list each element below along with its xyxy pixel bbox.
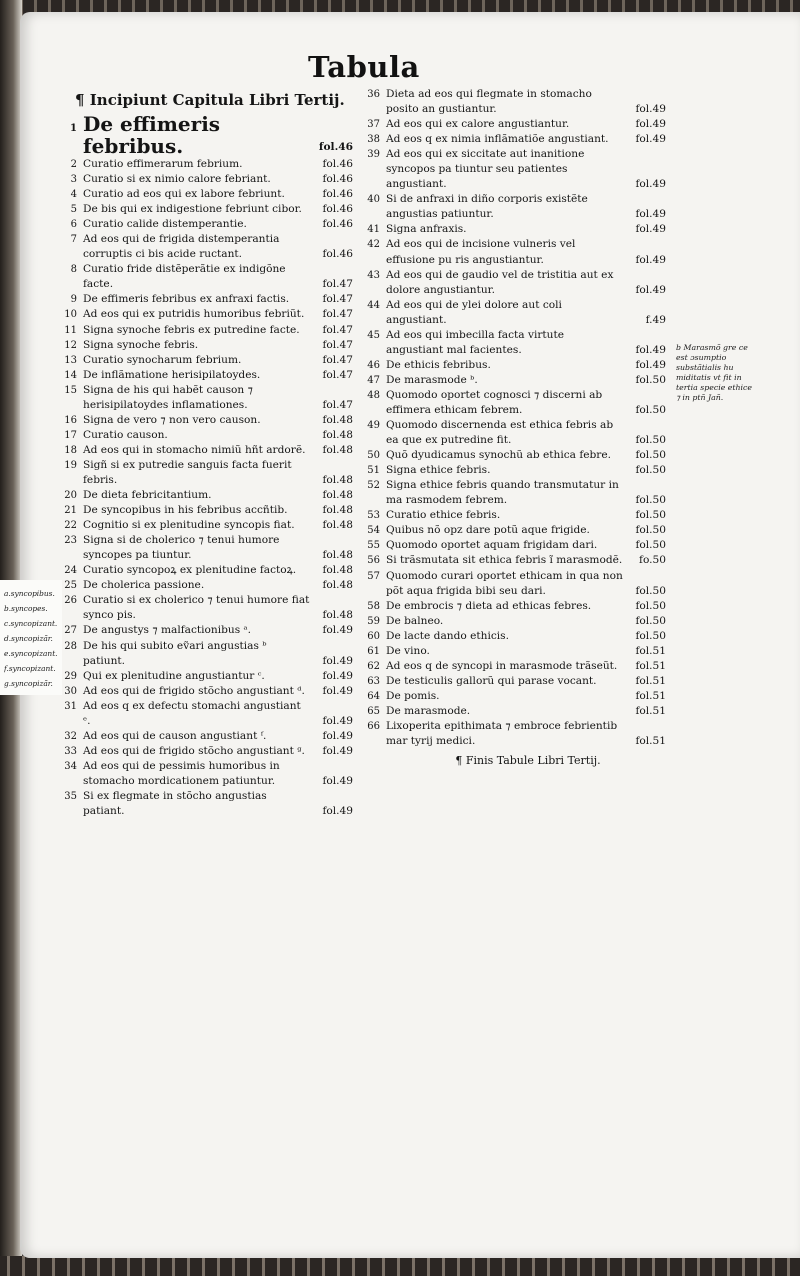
chapter-entry [55, 593, 355, 623]
folio-reference: fol.49 [635, 283, 666, 296]
folio-reference: fol.51 [635, 689, 666, 702]
folio-reference: fol.51 [635, 704, 666, 717]
chapter-entry [55, 217, 355, 232]
folio-reference: fol.46 [322, 188, 353, 201]
chapter-title: De marasmode. [386, 704, 471, 717]
chapter-number: 16 [64, 414, 77, 426]
folio-reference: fol.48 [322, 519, 353, 532]
chapter-entry [358, 448, 668, 463]
chapter-number: 56 [367, 555, 380, 567]
chapter-number: 18 [64, 444, 77, 456]
chapter-entry [358, 418, 668, 448]
chapter-entry [55, 488, 355, 503]
finis-line: ¶ Finis Tabule Libri Tertij. [455, 754, 601, 768]
chapter-number: 21 [64, 505, 77, 517]
left-gloss-note: f.syncopizant. [4, 664, 56, 673]
chapter-title: Ad eos qui imbecilla facta virtute angustiant mal facientes. [386, 328, 565, 356]
chapter-number: 7 [70, 234, 77, 246]
folio-reference: fol.48 [322, 504, 353, 517]
chapter-number: 1 [70, 123, 77, 134]
chapter-entry [55, 669, 355, 684]
folio-reference: fol.49 [322, 624, 353, 637]
folio-reference: fol.51 [635, 644, 666, 657]
chapter-number: 59 [367, 615, 380, 627]
left-gloss-note: b.syncopes. [4, 604, 48, 613]
chapter-entry [358, 569, 668, 599]
folio-reference: fol.48 [322, 443, 353, 456]
chapter-number: 30 [64, 685, 77, 697]
chapter-number: 28 [64, 640, 77, 652]
chapter-title: Quomodo oportet aquam frigidam dari. [386, 539, 598, 552]
chapter-title: Quõ dyudicamus synochũ ab ethica febre. [386, 449, 611, 462]
chapter-entry [358, 644, 668, 659]
chapter-entry [55, 578, 355, 593]
chapter-entry [55, 157, 355, 172]
left-column [55, 87, 355, 819]
chapter-title: De inflãmatione herisipilatoydes. [83, 368, 261, 381]
chapter-entry [358, 523, 668, 538]
chapter-number: 37 [367, 119, 380, 131]
folio-reference: fol.46 [322, 158, 353, 170]
chapter-entry [358, 463, 668, 478]
chapter-entry [55, 563, 355, 578]
chapter-title: Curatio fride distẽperãtie ex indigõne facte. [83, 263, 286, 291]
chapter-entry [55, 338, 355, 353]
chapter-number: 6 [70, 219, 77, 231]
chapter-number: 66 [367, 720, 380, 732]
folio-reference: fol.51 [635, 735, 666, 748]
chapter-entry [358, 704, 668, 719]
folio-reference: fol.47 [322, 278, 353, 291]
chapter-title: Si ex flegmate in stõcho angustias patiant. [83, 789, 267, 818]
chapter-entry [55, 187, 355, 202]
chapter-entry [55, 262, 355, 292]
chapter-entry [55, 428, 355, 443]
chapter-number: 22 [64, 520, 77, 532]
chapter-entry [358, 599, 668, 614]
chapter-entry [55, 744, 355, 759]
chapter-number: 14 [64, 369, 77, 381]
chapter-entry [358, 237, 668, 267]
folio-reference: fol.49 [322, 744, 353, 757]
chapter-title: Qui ex plenitudine angustiantur ᶜ. [83, 669, 265, 682]
chapter-number: 57 [367, 570, 380, 582]
chapter-title: De cholerica passione. [83, 579, 205, 592]
folio-reference: fol.50 [635, 614, 666, 627]
chapter-title: De his qui subito eṽari angustias ᵇ patiunt. [83, 639, 267, 667]
folio-reference: fol.49 [322, 654, 353, 667]
chapter-entry [55, 518, 355, 533]
folio-reference: fol.50 [635, 584, 666, 597]
chapter-number: 3 [70, 174, 77, 186]
chapter-number: 54 [367, 525, 380, 537]
folio-reference: fol.47 [322, 353, 353, 366]
folio-reference: fol.50 [635, 403, 666, 416]
folio-reference: fol.48 [322, 413, 353, 426]
chapter-title: Quomodo curari oportet ethicam in qua non põt aqua frigida bibi seu dari. [386, 569, 623, 597]
chapter-title: Ad eos qui de frigida distemperantia corruptis ci bis acide ructant. [83, 233, 280, 261]
chapter-title: Signa si de cholerico ⁊ tenui humore syncopes pa tiuntur. [83, 534, 280, 562]
chapter-title: Ad eos qui de gaudio vel de tristitia aut ex dolore angustiantur. [386, 268, 614, 296]
folio-reference: fol.48 [322, 579, 353, 592]
folio-reference: fo.50 [639, 554, 666, 567]
chapter-number: 12 [64, 339, 77, 351]
folio-reference: fol.49 [635, 358, 666, 371]
chapter-number: 36 [367, 89, 380, 100]
chapter-number: 60 [367, 630, 380, 642]
left-gloss-note: a.syncopibus. [4, 589, 55, 598]
chapter-entry [358, 478, 668, 508]
folio-reference: fol.50 [635, 434, 666, 447]
folio-reference: fol.49 [635, 178, 666, 191]
chapter-number: 5 [70, 204, 77, 216]
chapter-entry [358, 538, 668, 553]
chapter-title: De balneo. [386, 614, 444, 627]
chapter-entry [358, 117, 668, 132]
chapter-number: 31 [64, 700, 77, 712]
left-gloss-note: d.syncopizãr. [4, 634, 53, 643]
chapter-entry [358, 358, 668, 373]
chapter-number: 29 [64, 670, 77, 682]
chapter-title: Si de anfraxi in diño corporis existẽte angustias patiuntur. [386, 193, 588, 221]
chapter-title: De dieta febricitantium. [83, 489, 212, 502]
chapter-entry [55, 443, 355, 458]
chapter-title: Signa de vero ⁊ non vero causon. [83, 413, 261, 426]
chapter-number: 35 [64, 790, 77, 802]
chapter-title: De effimeris febribus. [83, 112, 221, 158]
chapter-entry [55, 353, 355, 368]
folio-reference: fol.49 [635, 208, 666, 221]
folio-reference: fol.47 [322, 323, 353, 336]
folio-reference: fol.46 [322, 218, 353, 231]
folio-reference: fol.46 [322, 248, 353, 261]
chapter-number: 61 [367, 645, 380, 657]
finis-text: Finis Tabule Libri Tertij. [465, 754, 601, 768]
chapter-number: 52 [367, 480, 380, 492]
chapter-title: De marasmode ᵇ. [386, 373, 478, 386]
left-gloss-note: g.syncopizãr. [4, 679, 53, 688]
chapter-number: 65 [367, 705, 380, 717]
chapter-entry [55, 639, 355, 669]
chapter-title: Si trãsmutata sit ethica febris ĩ marasmodẽ. [386, 554, 623, 567]
chapter-entry [55, 307, 355, 322]
chapter-number: 44 [367, 299, 380, 311]
chapter-entry [55, 413, 355, 428]
folio-reference: fol.46 [318, 141, 353, 153]
chapter-title: De embrocis ⁊ dieta ad ethicas febres. [386, 599, 592, 612]
chapter-title: Curatio calide distemperantie. [83, 218, 247, 231]
chapter-entry [358, 373, 668, 388]
chapter-title: Signa synoche febris ex putredine facte. [83, 323, 300, 336]
chapter-title: Dieta ad eos qui flegmate in stomacho posito an gustiantur. [386, 88, 592, 116]
chapter-entry [55, 113, 355, 157]
chapter-entry [358, 268, 668, 298]
chapter-entry [55, 699, 355, 729]
chapter-number: 63 [367, 675, 380, 687]
chapter-number: 62 [367, 660, 380, 672]
chapter-title: Ad eos qui de pessimis humoribus in stomacho mordicationem patiuntur. [83, 759, 280, 787]
folio-reference: fol.49 [322, 714, 353, 727]
folio-reference: fol.49 [322, 729, 353, 742]
chapter-title: Quomodo oportet cognosci ⁊ discerni ab effimera ethicam febrem. [386, 388, 603, 416]
chapter-number: 40 [367, 194, 380, 206]
chapter-number: 32 [64, 730, 77, 742]
chapter-entry [55, 759, 355, 789]
right-margin-gloss: b Marasmõ gre ce est ɔsumptio substãtialis hu miditatis vt fit in tertia specie ethice ⁊ in ptñ Jañ. [676, 343, 753, 402]
folio-reference: fol.49 [322, 669, 353, 682]
right-entry-list [358, 87, 668, 749]
folio-reference: fol.48 [322, 489, 353, 502]
chapter-title: Ad eos qui de frigido stõcho angustiant ᵍ. [83, 744, 305, 757]
chapter-number: 33 [64, 745, 77, 757]
folio-reference: fol.48 [322, 549, 353, 562]
folio-reference: fol.48 [322, 609, 353, 622]
chapter-title: Curatio synocharum febrium. [83, 353, 242, 366]
chapter-title: Ad eos qui de incisione vulneris vel effusione pu ris angustiantur. [386, 238, 576, 266]
chapter-title: Curatio syncopoꝝ ex plenitudine factoꝝ. [83, 564, 297, 577]
chapter-entry [358, 508, 668, 523]
right-column [358, 87, 668, 768]
chapter-number: 51 [367, 465, 380, 477]
chapter-number: 45 [367, 329, 380, 341]
chapter-number: 58 [367, 600, 380, 612]
chapter-number: 4 [70, 189, 77, 201]
chapter-title: Signa de his qui habẽt causon ⁊ herisipilatoydes inflamationes. [83, 383, 253, 411]
chapter-number: 11 [64, 324, 77, 336]
chapter-entry [358, 629, 668, 644]
chapter-number: 38 [367, 134, 380, 146]
folio-reference: fol.47 [322, 398, 353, 411]
chapter-title: Ad eos qui de causon angustiant ᶠ. [83, 729, 267, 742]
chapter-entry [55, 368, 355, 383]
chapter-title: De ethicis febribus. [386, 358, 491, 371]
chapter-title: Ad eos q de syncopi in marasmode trãseũt. [386, 659, 618, 672]
chapter-entry [55, 729, 355, 744]
folio-reference: fol.50 [635, 373, 666, 386]
chapter-entry [55, 503, 355, 518]
chapter-entry [358, 87, 668, 117]
folio-reference: fol.47 [322, 338, 353, 351]
chapter-number: 17 [64, 429, 77, 441]
chapter-entry [55, 458, 355, 488]
folio-reference: fol.47 [322, 293, 353, 306]
chapter-title: Curatio si ex nimio calore febriant. [83, 173, 271, 186]
chapter-number: 42 [367, 239, 380, 251]
chapter-title: Quibus nõ opz dare potũ aque frigide. [386, 524, 590, 537]
chapter-entry [358, 674, 668, 689]
chapter-number: 46 [367, 359, 380, 371]
chapter-title: Lixoperita epithimata ⁊ embroce febrientib mar tyrij medici. [386, 719, 618, 748]
chapter-entry [55, 172, 355, 187]
folio-reference: fol.50 [635, 599, 666, 612]
chapter-entry [358, 614, 668, 629]
chapter-title: Ad eos qui ex siccitate aut inanitione syncopos pa tiuntur seu patientes angustiant. [386, 148, 585, 191]
chapter-title: Curatio causon. [83, 428, 168, 441]
chapter-number: 26 [64, 595, 77, 607]
chapter-number: 43 [367, 269, 380, 281]
chapter-entry [55, 323, 355, 338]
chapter-number: 13 [64, 354, 77, 366]
folio-reference: fol.48 [322, 473, 353, 486]
chapter-entry [55, 202, 355, 217]
chapter-entry [358, 192, 668, 222]
folio-reference: fol.47 [322, 308, 353, 321]
chapter-title: Ad eos qui de ylei dolore aut coli angustiant. [386, 298, 562, 326]
chapter-number: 8 [70, 264, 77, 276]
chapter-entry [358, 147, 668, 192]
chapter-entry [358, 388, 668, 418]
chapter-title: Sigñ si ex putredie sanguis facta fuerit febris. [83, 458, 292, 486]
chapter-number: 15 [64, 384, 77, 396]
chapter-title: Signa synoche febris. [83, 338, 199, 351]
folio-reference: fol.50 [635, 449, 666, 462]
chapter-title: Quomodo discernenda est ethica febris ab ea que ex putredine fit. [386, 419, 614, 447]
chapter-title: De angustys ⁊ malfactionibus ᵃ. [83, 624, 252, 637]
folio-reference: fol.48 [322, 564, 353, 577]
chapter-title: Ad eos qui in stomacho nimiũ hñt ardorẽ. [83, 443, 306, 456]
chapter-title: De testiculis gallorũ qui parase vocant. [386, 674, 597, 687]
chapter-title: Ad eos qui ex putridis humoribus febriũt. [83, 308, 305, 321]
chapter-number: 53 [367, 510, 380, 522]
chapter-entry [358, 553, 668, 568]
page-heading: Tabula [308, 50, 420, 84]
chapter-number: 20 [64, 490, 77, 502]
folio-reference: fol.49 [322, 684, 353, 697]
folio-reference: fol.50 [635, 509, 666, 522]
chapter-number: 64 [367, 690, 380, 702]
chapter-title: Cognitio si ex plenitudine syncopis fiat. [83, 519, 295, 532]
chapter-title: De bis qui ex indigestione febriunt cibor. [83, 203, 302, 216]
folio-reference: fol.50 [635, 524, 666, 537]
chapter-number: 2 [70, 159, 77, 170]
chapter-number: 19 [64, 459, 77, 471]
chapter-number: 55 [367, 540, 380, 552]
folio-reference: fol.50 [635, 539, 666, 552]
chapter-number: 23 [64, 535, 77, 547]
chapter-entry [358, 659, 668, 674]
folio-reference: fol.49 [635, 253, 666, 266]
folio-reference: fol.49 [322, 774, 353, 787]
chapters-heading-text: Incipiunt Capitula Libri Tertij. [89, 91, 345, 109]
chapter-entry [358, 298, 668, 328]
folio-reference: fol.50 [635, 494, 666, 507]
chapter-entry [55, 789, 355, 819]
chapter-entry [358, 719, 668, 749]
folio-reference: fol.49 [635, 103, 666, 116]
folio-reference: fol.48 [322, 428, 353, 441]
chapter-title: De vino. [386, 644, 430, 657]
left-gloss-note: e.syncopizant. [4, 649, 58, 658]
chapter-number: 9 [70, 294, 77, 306]
folio-reference: fol.49 [322, 805, 353, 818]
left-gloss-note: c.syncopizant. [4, 619, 58, 628]
chapter-entry [358, 132, 668, 147]
chapter-entry [55, 383, 355, 413]
chapter-title: Curatio ad eos qui ex labore febriunt. [83, 188, 285, 201]
chapter-title: Curatio ethice febris. [386, 509, 501, 522]
chapter-number: 39 [367, 149, 380, 161]
chapter-entry [358, 328, 668, 358]
folio-reference: fol.51 [635, 674, 666, 687]
chapter-title: Signa anfraxis. [386, 223, 467, 236]
chapter-title: De effimeris febribus ex anfraxi factis. [83, 293, 290, 306]
chapter-entry [55, 232, 355, 262]
chapter-number: 10 [64, 309, 77, 321]
chapter-title: Signa ethice febris. [386, 464, 491, 477]
folio-reference: fol.46 [322, 203, 353, 216]
chapter-number: 27 [64, 625, 77, 637]
left-margin-gloss [4, 586, 58, 691]
folio-reference: fol.50 [635, 629, 666, 642]
left-entry-list [55, 113, 355, 819]
chapter-title: De lacte dando ethicis. [386, 629, 509, 642]
folio-reference: fol.47 [322, 368, 353, 381]
chapter-title: Ad eos qui ex calore angustiantur. [386, 118, 570, 131]
folio-reference: fol.50 [635, 464, 666, 477]
chapter-entry [55, 533, 355, 563]
folio-reference: f.49 [645, 313, 666, 326]
folio-reference: fol.49 [635, 118, 666, 131]
chapter-entry [358, 689, 668, 704]
chapter-number: 41 [367, 224, 380, 236]
chapter-entry [55, 292, 355, 307]
chapter-title: De syncopibus in his febribus accñtib. [83, 504, 288, 517]
folio-reference: fol.49 [635, 223, 666, 236]
chapter-number: 50 [367, 450, 380, 462]
chapter-number: 34 [64, 760, 77, 772]
chapter-number: 25 [64, 580, 77, 592]
chapter-number: 24 [64, 565, 77, 577]
chapter-title: Curatio si ex cholerico ⁊ tenui humore fiat synco pis. [83, 594, 310, 622]
chapter-number: 48 [367, 389, 380, 401]
chapter-entry [55, 623, 355, 638]
chapter-title: De pomis. [386, 689, 440, 702]
folio-reference: fol.49 [635, 133, 666, 146]
chapter-title: Ad eos qui de frigido stõcho angustiant ᵈ. [83, 684, 305, 697]
chapter-title: Signa ethice febris quando transmutatur in ma rasmodem febrem. [386, 479, 619, 507]
chapters-heading: ¶ Incipiunt Capitula Libri Tertij. [75, 91, 345, 109]
folio-reference: fol.49 [635, 343, 666, 356]
chapter-entry [358, 222, 668, 237]
chapter-title: Ad eos q ex nimia inflãmatiõe angustiant. [386, 133, 609, 146]
chapter-number: 47 [367, 374, 380, 386]
chapter-number: 49 [367, 420, 380, 432]
folio-reference: fol.46 [322, 173, 353, 186]
folio-reference: fol.51 [635, 659, 666, 672]
bottom-binding-edge [0, 1256, 800, 1276]
chapter-title: Curatio effimerarum febrium. [83, 158, 243, 170]
chapter-title: Ad eos q ex defectu stomachi angustiant ᵉ. [83, 699, 301, 727]
chapter-entry [55, 684, 355, 699]
